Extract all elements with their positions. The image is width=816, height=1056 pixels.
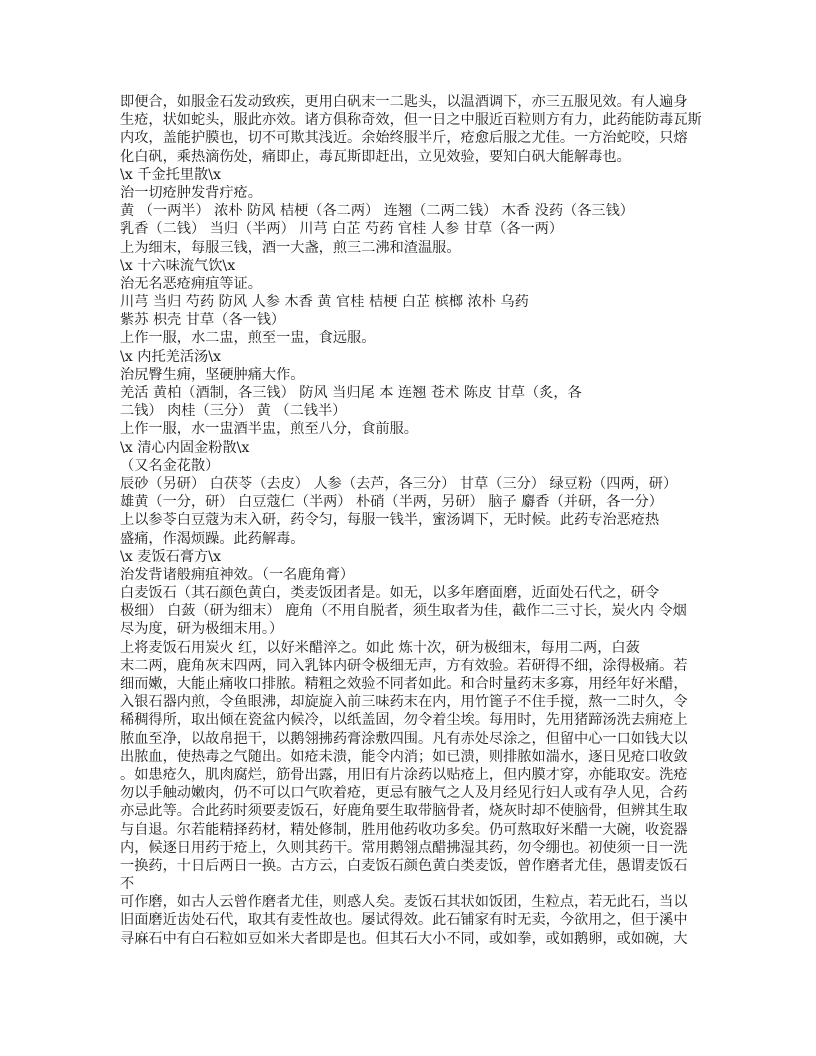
text-line: 上作一服，水二盅，煎至一盅，食远服。	[120, 330, 376, 347]
text-line: 可作磨，如古人云曾作磨者尤佳，则惑人矣。麦饭石其状如饭团，生粒点，若无此石，当以	[120, 894, 688, 911]
text-line: 雄黄（一分，研） 白豆蔻仁（半两） 朴硝（半两，另研） 脑子 麝香（并研，各一分）	[120, 494, 663, 511]
text-line: 紫苏 枳壳 甘草（各一钱）	[120, 312, 286, 329]
text-line: 内，候逐日用药于疮上，久则其药干。常用鹅翎点醋拂湿其药，勿令绷也。初使须一日一洗	[120, 839, 688, 856]
text-line: 白麦饭石（其石颜色黄白，类麦饭团者是。如无，以多年磨面磨，近面处石代之，研令	[120, 585, 660, 602]
text-line: 入银石器内煎，令鱼眼沸，却旋旋入前三味药末在内，用竹篦子不住手搅，熬一二时久，令	[120, 694, 688, 711]
text-line: 细而嫩，大能止痛收口排脓。精粗之效验不同者如此。和合时量药末多寡，用经年好米醋，	[120, 676, 688, 692]
text-line: 上将麦饭石用炭火 红，以好米醋淬之。如此 炼十次，研为极细末，每用二两，白蔹	[120, 639, 640, 656]
text-line: 寻麻石中有白石粒如豆如米大者即是也。但其石大小不同，或如拳，或如鹅卵，或如碗，大	[120, 930, 688, 947]
text-line: 生疮，状如蛇头，服此亦效。诸方俱称奇效，但一日之中服近百粒则方有力，此药能防毒瓦斯	[120, 112, 702, 129]
section-heading: \x 清心内固金粉散\x	[120, 439, 250, 456]
text-line: 脓血至净，以故帛挹干，以鹅翎拂药膏涂敷四围。凡有赤处尽涂之，但留中心一口如钱大以	[120, 730, 688, 747]
text-line: 内攻，盖能护膜也，切不可欺其浅近。余始终服半斤，疮愈后服之尤佳。一方治蛇咬，只熔	[120, 130, 688, 147]
text-line: 旧面磨近齿处石代，取其有麦性故也。屡试得效。此石铺家有时无卖，今欲用之，但于溪中	[120, 912, 688, 929]
text-line: 治发背诸般痈疽神效。（一名鹿角膏）	[120, 566, 355, 583]
section-heading: \x 麦饭石膏方\x	[120, 548, 222, 565]
text-line: 一换药，十日后两日一换。古方云，白麦饭石颜色黄白类麦饭，曾作磨者尤佳，愚谓麦饭石	[120, 857, 688, 874]
text-line: 末二两，鹿角灰末四两，同入乳钵内研令极细无声，方有效验。若研得不细，涂得极痛。若	[120, 657, 688, 674]
text-line: 上作一服，水一盅酒半盅，煎至八分，食前服。	[120, 421, 418, 438]
text-line: 治一切疮肿发背疔疮。	[120, 184, 262, 201]
text-line: 乳香（二钱） 当归（半两） 川芎 白芷 芍药 官桂 人参 甘草（各一两）	[120, 221, 564, 238]
document-page	[120, 93, 720, 948]
text-line: 黄 （一两半） 浓朴 防风 桔梗（各二两） 连翘（二两二钱） 木香 没药（各三钱）	[120, 203, 634, 220]
text-line: 上以参苓白豆蔻为末入研，药令匀，每服一钱半，蜜汤调下，无时候。此药专治恶疮热	[120, 512, 660, 529]
text-line: 不	[120, 876, 135, 893]
text-line: 二钱） 肉桂（三分） 黄 （二钱半）	[120, 403, 347, 420]
text-line: 上为细末，每服三钱，酒一大盏，煎三二沸和渣温服。	[120, 239, 461, 256]
text-line: 极细） 白蔹（研为细末） 鹿角（不用自脱者，须生取者为佳，截作二三寸长，炭火内 令烟	[120, 603, 687, 620]
section-heading: \x 千金托里散\x	[120, 166, 222, 183]
text-line: （又名金花散）	[120, 457, 220, 474]
text-line: 辰砂（另研） 白茯苓（去皮） 人参（去芦，各三分） 甘草（三分） 绿豆粉（四两，研）	[120, 475, 678, 492]
text-line: 盛痛，作渴烦躁。此药解毒。	[120, 530, 305, 547]
text-line: 治无名恶疮痈疽等证。	[120, 275, 262, 292]
text-line: 川芎 当归 芍药 防风 人参 木香 黄 官桂 桔梗 白芷 槟榔 浓朴 乌药	[120, 294, 529, 311]
text-line: 出脓血，使热毒之气随出。如疮未溃，能令内消；如已溃，则排脓如湍水，逐日见疮口收敛	[120, 748, 688, 765]
text-line: 亦忌此等。合此药时须要麦饭石，好鹿角要生取带脑骨者，烧灰时却不使脑骨，但辨其生取	[120, 803, 688, 820]
text-line: 治尻臀生痈，坚硬肿痛大作。	[120, 366, 305, 383]
text-line: 尽为度，研为极细末用。）	[120, 621, 284, 638]
text-line: 与自退。尔若能精择药材，精处修制，胜用他药收功多矣。仍可熬取好米醋一大碗，收瓷器	[120, 821, 688, 838]
section-heading: \x 内托羌活汤\x	[120, 348, 222, 365]
text-line: 羌活 黄柏（酒制，各三钱） 防风 当归尾 本 连翘 苍术 陈皮 甘草（炙，各	[120, 385, 582, 401]
text-line: 即便合，如服金石发动致疾，更用白矾末一二匙头，以温酒调下，亦三五服见效。有人遍身	[120, 94, 688, 110]
text-line: 化白矾，乘热滴伤处，痛即止，毒瓦斯即赶出，立见效验，要知白矾大能解毒也。	[120, 148, 631, 165]
text-line: 稀稠得所，取出倾在瓷盆内候冷，以纸盖固，勿令着尘埃。每用时，先用猪蹄汤洗去痈疮上	[120, 712, 688, 729]
text-line: 。如患疮久，肌肉腐烂，筋骨出露，用旧有片涂药以贴疮上，但内膜才穿，亦能取安。洗疮	[120, 766, 688, 783]
text-line: 勿以手触动嫩肉，仍不可以口气吹着疮，更忌有腋气之人及月经见行妇人或有孕人见，合药	[120, 785, 688, 802]
section-heading: \x 十六味流气饮\x	[120, 257, 236, 274]
